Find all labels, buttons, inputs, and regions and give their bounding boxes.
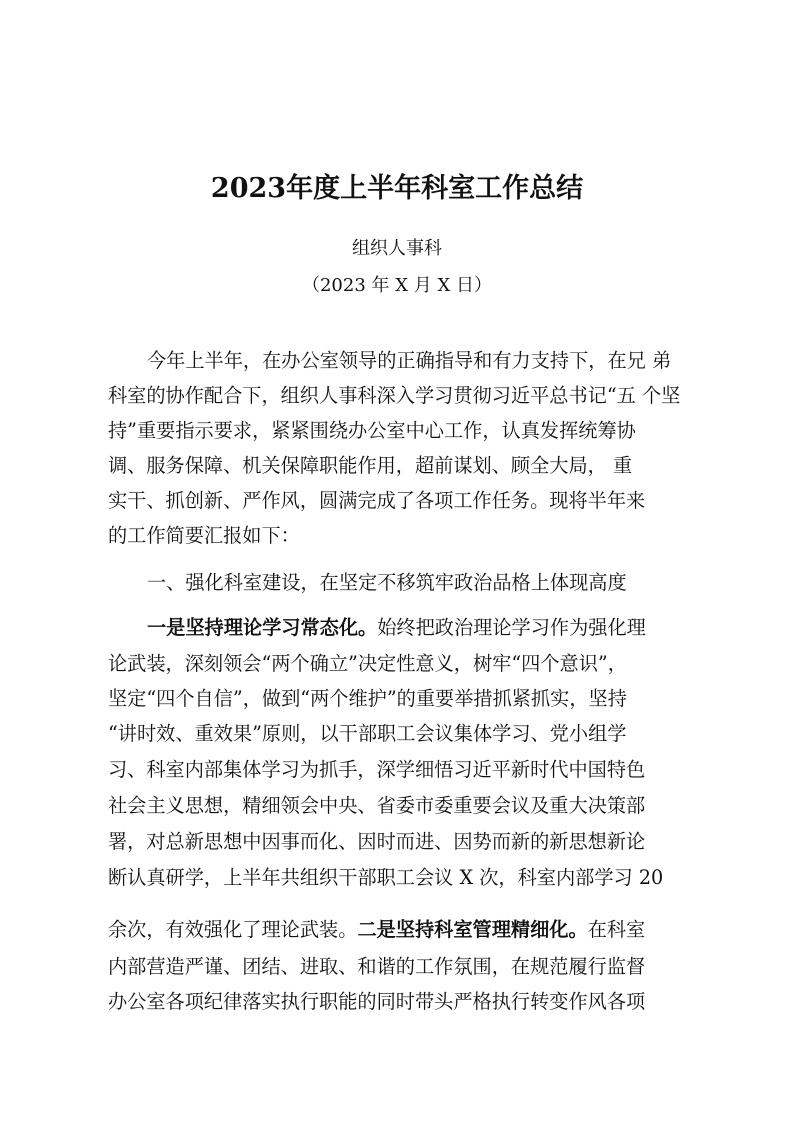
department-name: 组织人事科: [352, 238, 442, 259]
body-line: 坚定“四个自信”，做到“两个维护”的重要举措抓紧抓实，坚持: [108, 687, 627, 710]
body-line: 的工作简要汇报如下：: [108, 524, 300, 547]
document-date: （2023 年 X 月 X 日）: [301, 275, 493, 296]
body-line: 调、服务保障、机关保障职能作用，超前谋划、顾全大局， 重: [108, 454, 633, 477]
body-text: 始终把政治理论学习作为强化理: [377, 616, 646, 639]
section-heading: 一、强化科室建设，在坚定不移筑牢政治品格上体现高度: [147, 571, 627, 594]
body-line: 社会主义思想，精细领会中央、省委市委重要会议及重大决策部: [108, 794, 646, 817]
body-line: [108, 611, 690, 645]
document-title: 2023年度上半年科室工作总结: [210, 173, 584, 204]
body-line: [108, 913, 690, 947]
body-line: 论武装，深刻领会“两个确立”决定性意义，树牢“四个意识”，: [108, 652, 627, 675]
body-line: 今年上半年，在办公室领导的正确指导和有力支持下，在兄 弟: [147, 349, 672, 372]
body-line: 实干、抓创新、严作风，圆满完成了各项工作任务。现将半年来: [108, 489, 646, 512]
body-line: 内部营造严谨、团结、进取、和谐的工作氛围，在规范履行监督: [108, 955, 646, 978]
bold-phrase: 二是坚持科室管理精细化。: [357, 918, 588, 941]
body-text: 在科室: [587, 918, 646, 941]
body-line: “讲时效、重效果”原则，以干部职工会议集体学习、党小组学: [108, 722, 627, 745]
body-line: 断认真研学，上半年共组织干部职工会议 X 次，科室内部学习 20: [108, 866, 664, 889]
body-line: 科室的协作配合下，组织人事科深入学习贯彻习近平总书记“五 个坚: [108, 384, 681, 407]
body-text: 余次，有效强化了理论武装。: [108, 918, 358, 941]
body-line: 习、科室内部集体学习为抓手，深学细悟习近平新时代中国特色: [108, 758, 646, 781]
body-line: 办公室各项纪律落实执行职能的同时带头严格执行转变作风各项: [108, 990, 646, 1013]
body-line: 署，对总新思想中因事而化、因时而进、因势而新的新思想新论: [108, 830, 646, 853]
body-line: 持”重要指示要求，紧紧围绕办公室中心工作，认真发挥统筹协: [108, 419, 636, 442]
bold-phrase: 一是坚持理论学习常态化。: [147, 616, 378, 639]
